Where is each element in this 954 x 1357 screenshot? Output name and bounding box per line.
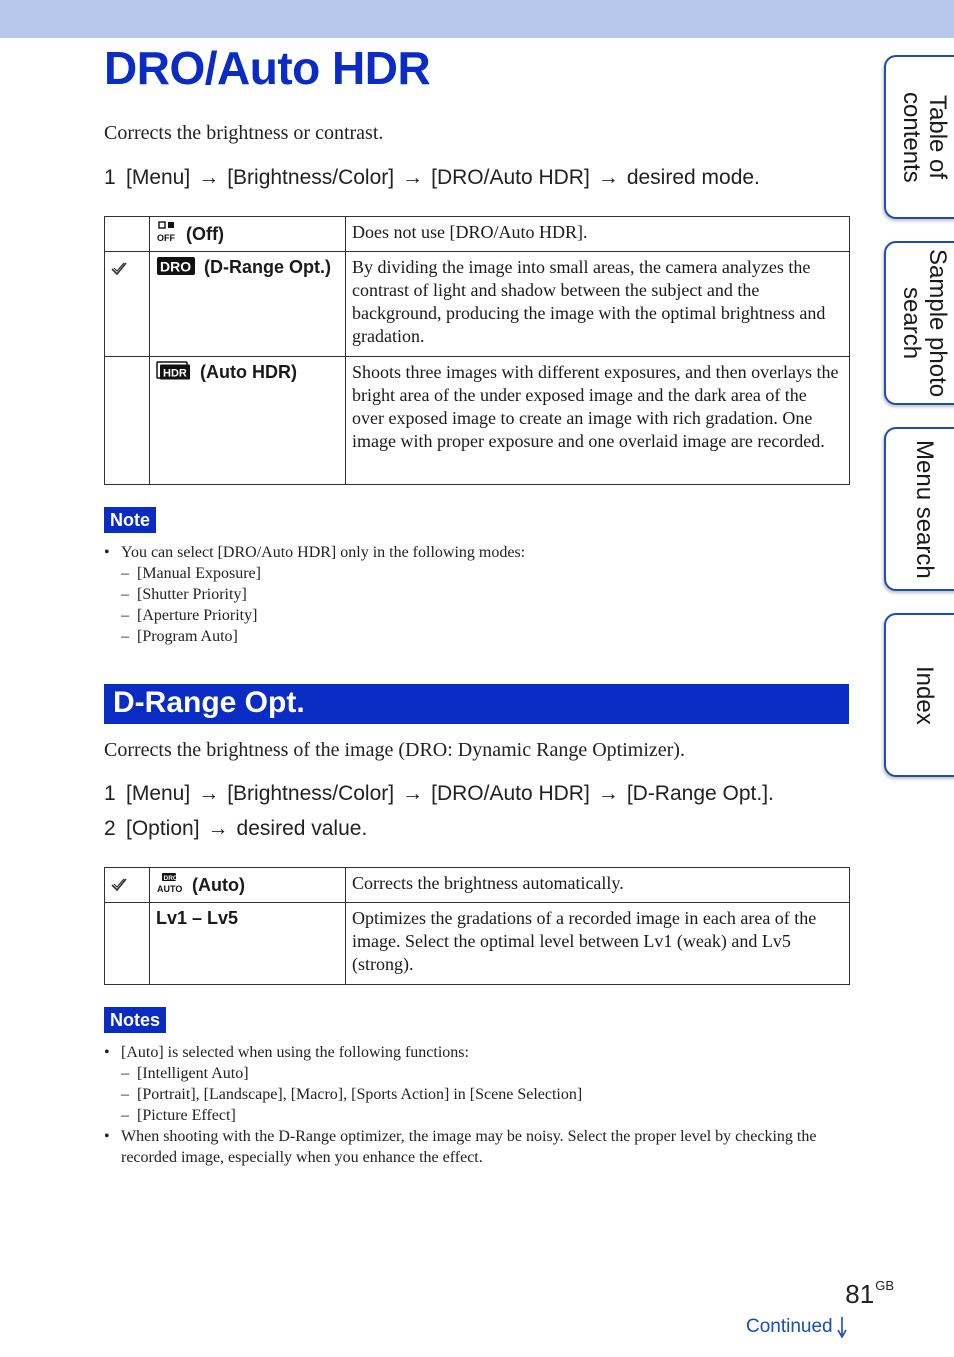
list-item: – [Shutter Priority] xyxy=(121,584,850,605)
page-number xyxy=(845,1278,894,1310)
menu-path-item: [Brightness/Color] xyxy=(227,782,395,805)
hdr-icon xyxy=(156,361,192,381)
step-2 xyxy=(104,816,367,842)
mode-label: (Off) xyxy=(186,224,224,244)
menu-path-item: [Brightness/Color] xyxy=(227,166,395,189)
list-item: – [Picture Effect] xyxy=(121,1105,850,1126)
tab-index[interactable] xyxy=(884,613,954,777)
list-item: – [Portrait], [Landscape], [Macro], [Sports Action] in [Scene Selection] xyxy=(121,1084,850,1105)
step-number: 1 xyxy=(104,166,116,189)
mode-description: Does not use [DRO/Auto HDR]. xyxy=(346,217,850,252)
menu-path-item: [Menu] xyxy=(126,782,191,805)
menu-path-item: [D-Range Opt.]. xyxy=(626,782,774,805)
page-number-value: 81 xyxy=(845,1279,875,1309)
arrow-right-icon: → xyxy=(402,166,424,189)
arrow-right-icon: → xyxy=(402,782,424,805)
default-marker-cell xyxy=(105,357,150,485)
list-item xyxy=(104,1042,850,1126)
step-number: 2 xyxy=(104,817,116,840)
list-item: – [Intelligent Auto] xyxy=(121,1063,850,1084)
dro-icon xyxy=(156,256,196,276)
dro-off-icon xyxy=(156,221,178,243)
menu-path-item: desired value. xyxy=(236,817,368,840)
section-intro: Corrects the brightness of the image (DRO: Dynamic Range Optimizer). xyxy=(104,739,685,761)
default-check-icon xyxy=(110,876,128,894)
mode-description: By dividing the image into small areas, the camera analyzes the contrast of light and shadow between the subject and the background, producing the image with the optimal brightness and gradation. xyxy=(346,252,850,357)
value-table xyxy=(104,867,850,985)
table-row xyxy=(105,252,850,357)
continued-link[interactable] xyxy=(746,1316,847,1338)
value-name-cell xyxy=(150,903,346,985)
mode-label: (D-Range Opt.) xyxy=(204,257,331,277)
list-item xyxy=(104,542,850,647)
step-1 xyxy=(104,781,774,807)
tab-label: Menu search xyxy=(911,439,938,579)
page-suffix: GB xyxy=(875,1278,894,1293)
default-check-icon xyxy=(110,260,128,278)
list-item: – [Aperture Priority] xyxy=(121,605,850,626)
mode-name-cell xyxy=(150,252,346,357)
tab-label: Sample photo search xyxy=(898,248,951,398)
note-text: [Auto] is selected when using the following functions: xyxy=(121,1044,469,1061)
svg-text:OFF: OFF xyxy=(157,233,175,243)
section-heading: D-Range Opt. xyxy=(104,684,849,724)
mode-description: Shoots three images with different exposures, and then overlays the bright area of the under exposed image and the dark area of the over exposed image to create an image with rich gradation. One image with proper exposure and one overlaid image are recorded. xyxy=(346,357,850,485)
table-row xyxy=(105,357,850,485)
arrow-right-icon: → xyxy=(597,782,619,805)
arrow-right-icon: → xyxy=(198,782,220,805)
default-marker-cell xyxy=(105,217,150,252)
value-description: Corrects the brightness automatically. xyxy=(346,868,850,903)
default-marker-cell xyxy=(105,868,150,903)
continued-label: Continued xyxy=(746,1316,833,1337)
sub-list xyxy=(121,1063,850,1126)
list-item: – [Manual Exposure] xyxy=(121,563,850,584)
table-row xyxy=(105,217,850,252)
mode-name-cell xyxy=(150,217,346,252)
default-marker-cell xyxy=(105,903,150,985)
tab-menu-search[interactable] xyxy=(884,427,954,591)
note-text: You can select [DRO/Auto HDR] only in the following modes: xyxy=(121,544,526,561)
step-number: 1 xyxy=(104,782,116,805)
step-1 xyxy=(104,165,760,191)
mode-name-cell xyxy=(150,357,346,485)
tab-table-of-contents[interactable] xyxy=(884,55,954,219)
mode-table xyxy=(104,216,850,485)
menu-path-item: desired mode. xyxy=(626,166,760,189)
value-label: Lv1 – Lv5 xyxy=(156,908,239,928)
table-row xyxy=(105,868,850,903)
dro-auto-icon xyxy=(156,872,184,894)
tab-sample-photo-search[interactable] xyxy=(884,241,954,405)
page-title: DRO/Auto HDR xyxy=(104,42,431,94)
default-marker-cell xyxy=(105,252,150,357)
svg-text:DRO: DRO xyxy=(163,874,178,882)
menu-path-item: [DRO/Auto HDR] xyxy=(431,166,590,189)
table-row xyxy=(105,903,850,985)
tab-label: Index xyxy=(911,665,938,725)
sub-list xyxy=(121,563,850,647)
notes-list xyxy=(104,1042,850,1168)
value-name-cell xyxy=(150,868,346,903)
mode-label: (Auto HDR) xyxy=(200,362,297,382)
svg-text:HDR: HDR xyxy=(163,367,187,380)
notes-label: Notes xyxy=(104,1007,166,1033)
list-item: – [Program Auto] xyxy=(121,626,850,647)
tab-label: Table of contents xyxy=(898,91,951,183)
menu-path-item: [Option] xyxy=(126,817,200,840)
value-label: (Auto) xyxy=(192,875,245,895)
svg-text:AUTO: AUTO xyxy=(157,884,183,894)
arrow-right-icon: → xyxy=(597,166,619,189)
arrow-right-icon: → xyxy=(207,817,229,840)
value-description: Optimizes the gradations of a recorded image in each area of the image. Select the optimal level between Lv1 (weak) and Lv5 (strong). xyxy=(346,903,850,985)
menu-path-item: [Menu] xyxy=(126,166,191,189)
svg-text:DRO: DRO xyxy=(160,258,192,275)
note-list xyxy=(104,542,850,647)
intro-text: Corrects the brightness or contrast. xyxy=(104,122,384,144)
menu-path-item: [DRO/Auto HDR] xyxy=(431,782,590,805)
note-label: Note xyxy=(104,507,156,533)
top-banner xyxy=(0,0,954,38)
arrow-right-icon: → xyxy=(198,166,220,189)
list-item: • When shooting with the D-Range optimizer, the image may be noisy. Select the proper level by checking the recorded image, especially when you enhance the effect. xyxy=(104,1126,850,1168)
arrow-down-icon xyxy=(837,1316,847,1338)
